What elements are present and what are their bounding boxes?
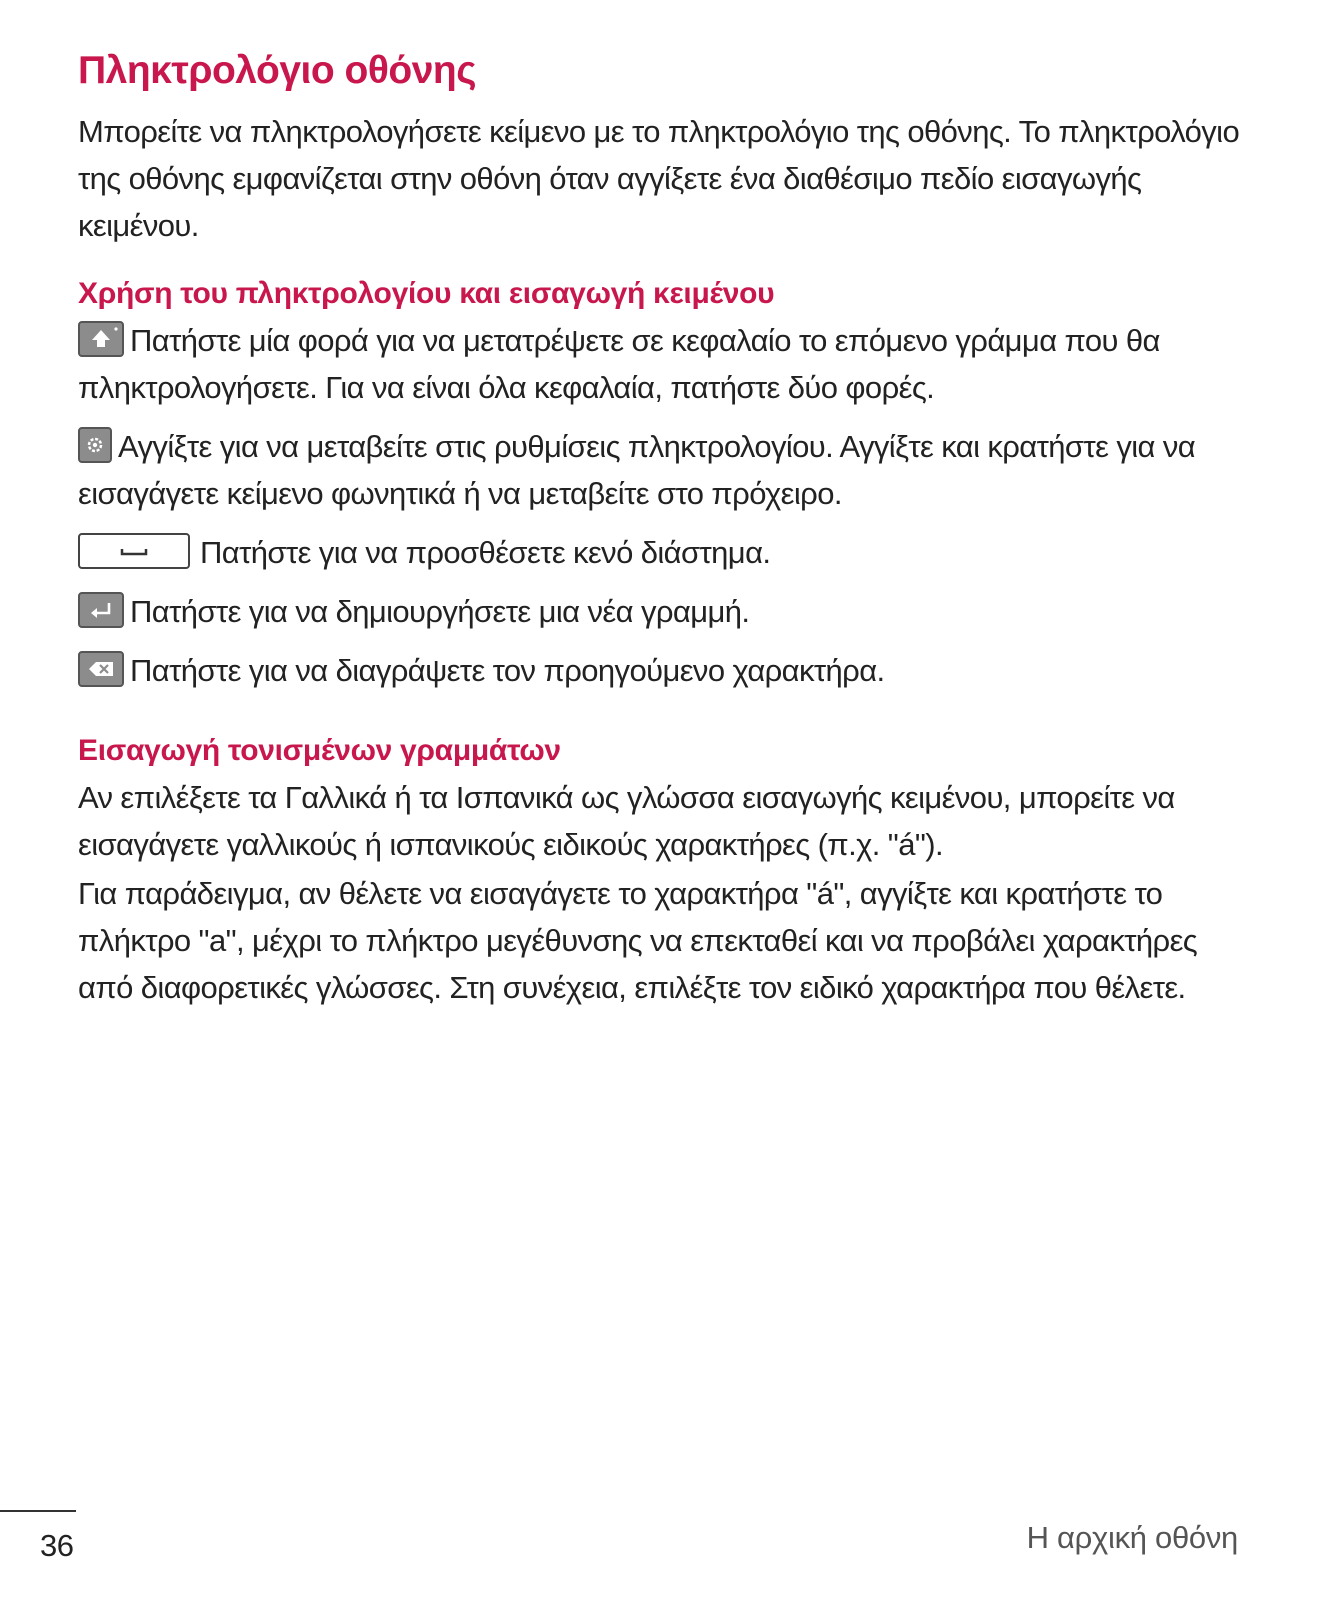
page-number: 36 [40,1528,74,1563]
backspace-key-icon [78,651,124,687]
shift-description: Πατήστε μία φορά για να μετατρέψετε σε κεφαλαίο το επόμενο γράμμα που θα πληκτρολογήσετε. Για να είναι όλα κεφαλαία, πατήστε δύο φορές. [78,323,1160,405]
accented-paragraph-1: Αν επιλέξετε τα Γαλλικά ή τα Ισπανικά ως γλώσσα εισαγωγής κειμένου, μπορείτε να εισαγάγετε γαλλικούς ή ισπανικούς ειδικούς χαρακτήρες (π.χ. "á"). [78,780,1175,862]
footer-divider [0,1510,76,1512]
enter-key-icon [78,592,124,628]
page-content [78,42,1258,1011]
backspace-description: Πατήστε για να διαγράψετε τον προηγούμενο χαρακτήρα. [130,653,885,688]
shift-key-icon [78,321,124,357]
list-item-space [78,529,1258,576]
section-heading-keyboard-use: Χρήση του πληκτρολογίου και εισαγωγή κειμένου [78,277,775,310]
accented-paragraph-2: Για παράδειγμα, αν θέλετε να εισαγάγετε το χαρακτήρα "á", αγγίξτε και κρατήστε το πλήκτρο "a", μέχρι το πλήκτρο μεγέθυνσης να επεκταθεί και να προβάλει χαρακτήρες από διαφορετικές γλώσσες. Στη συνέχεια, επιλέξτε τον ειδικό χαρακτήρα που θέλετε. [78,876,1198,1005]
settings-description: Αγγίξτε για να μεταβείτε στις ρυθμίσεις πληκτρολογίου. Αγγίξτε και κρατήστε για να εισαγάγετε κείμενο φωνητικά ή να μεταβείτε στο πρόχειρο. [78,429,1196,511]
list-item-backspace [78,647,1258,694]
list-item-settings [78,423,1258,517]
space-description: Πατήστε για να προσθέσετε κενό διάστημα. [200,535,771,570]
space-key-icon [78,533,190,569]
list-item-shift [78,317,1258,411]
section-heading-accented-letters: Εισαγωγή τονισμένων γραμμάτων [78,734,561,767]
list-item-enter [78,588,1258,635]
enter-description: Πατήστε για να δημιουργήσετε μια νέα γραμμή. [130,594,750,629]
page-title: Πληκτρολόγιο οθόνης [78,49,477,92]
footer-section-name: Η αρχική οθόνη [1026,1520,1238,1555]
settings-key-icon [78,427,112,463]
intro-paragraph: Μπορείτε να πληκτρολογήσετε κείμενο με το πληκτρολόγιο της οθόνης. Το πληκτρολόγιο της οθόνης εμφανίζεται στην οθόνη όταν αγγίξετε ένα διαθέσιμο πεδίο εισαγωγής κειμένου. [78,114,1240,243]
